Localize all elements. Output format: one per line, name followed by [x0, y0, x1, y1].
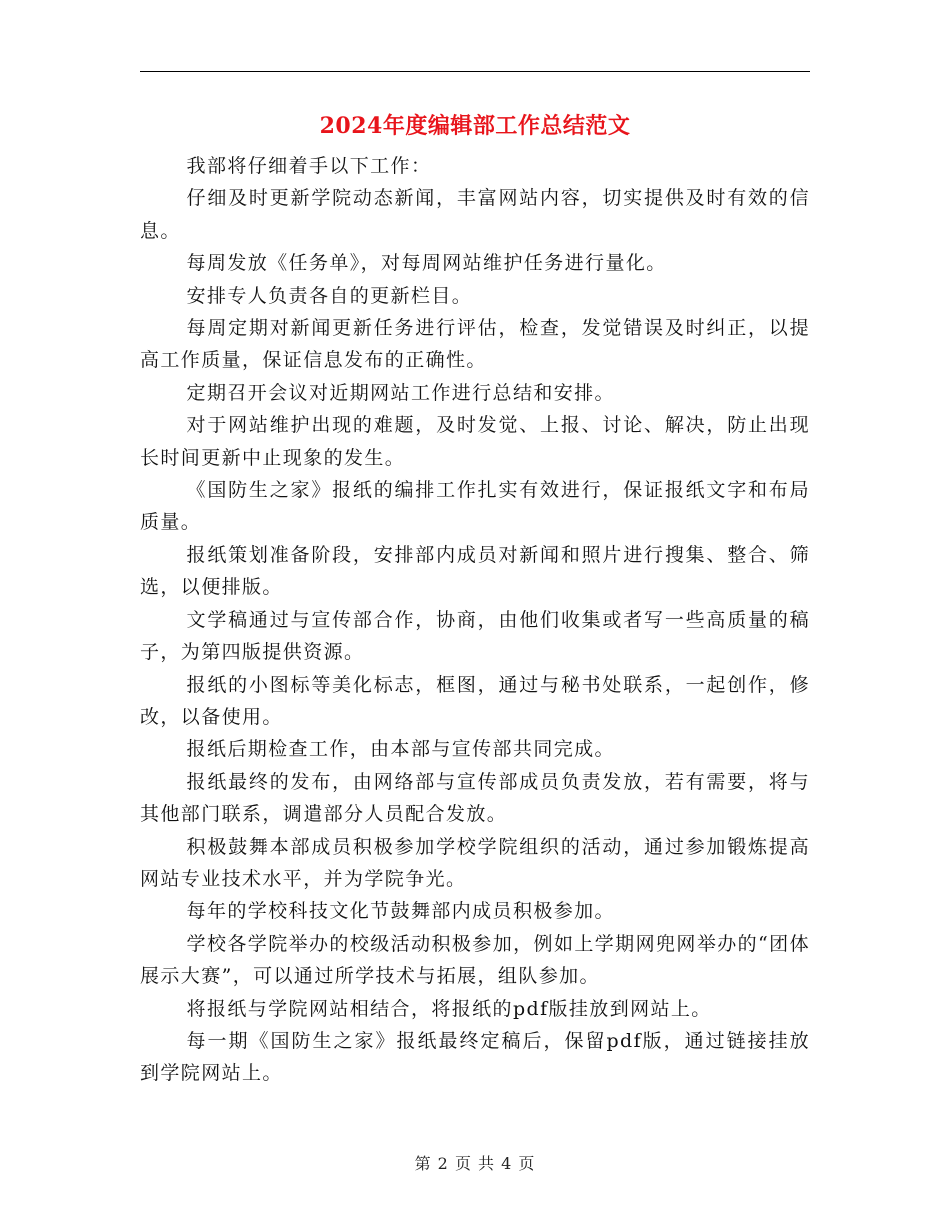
paragraph: 《国防生之家》报纸的编排工作扎实有效进行，保证报纸文字和布局质量。	[140, 479, 810, 534]
page-number: 第 2 页 共 4 页	[414, 1154, 536, 1173]
paragraph: 报纸的小图标等美化标志，框图，通过与秘书处联系，一起创作，修改，以备使用。	[140, 673, 810, 728]
paragraph: 将报纸与学院网站相结合，将报纸的pdf版挂放到网站上。	[186, 997, 712, 1020]
paragraph: 仔细及时更新学院动态新闻，丰富网站内容，切实提供及时有效的信息。	[140, 187, 810, 242]
paragraph: 学校各学院举办的校级活动积极参加，例如上学期网兜网举办的“团体展示大赛”，可以通过所学技术与拓展，组队参加。	[140, 932, 810, 988]
paragraph: 每周发放《任务单》，对每周网站维护任务进行量化。	[186, 252, 667, 275]
header-rule	[140, 71, 810, 72]
paragraph: 报纸策划准备阶段，安排部内成员对新闻和照片进行搜集、整合、筛选，以便排版。	[140, 543, 810, 599]
paragraph: 定期召开会议对近期网站工作进行总结和安排。	[186, 381, 615, 404]
paragraph: 安排专人负责各自的更新栏目。	[186, 284, 473, 307]
document-title: 2024年度编辑部工作总结范文	[319, 113, 631, 139]
paragraph: 报纸最终的发布，由网络部与宣传部成员负责发放，若有需要，将与其他部门联系，调遣部分人员配合发放。	[140, 770, 810, 826]
paragraph: 报纸后期检查工作，由本部与宣传部共同完成。	[186, 738, 615, 761]
paragraph: 对于网站维护出现的难题，及时发觉、上报、讨论、解决，防止出现长时间更新中止现象的发生。	[140, 414, 810, 469]
document-body	[140, 150, 810, 1090]
paragraph: 每一期《国防生之家》报纸最终定稿后，保留pdf版，通过链接挂放到学院网站上。	[140, 1029, 810, 1085]
paragraph: 文学稿通过与宣传部合作，协商，由他们收集或者写一些高质量的稿子，为第四版提供资源。	[140, 608, 810, 664]
paragraph: 积极鼓舞本部成员积极参加学校学院组织的活动，通过参加锻炼提高网站专业技术水平，并为学院争光。	[140, 835, 810, 890]
paragraph: 每年的学校科技文化节鼓舞部内成员积极参加。	[186, 900, 615, 923]
paragraph: 每周定期对新闻更新任务进行评估，检查，发觉错误及时纠正，以提高工作质量，保证信息发布的正确性。	[140, 317, 810, 372]
paragraph: 我部将仔细着手以下工作：	[186, 155, 432, 177]
